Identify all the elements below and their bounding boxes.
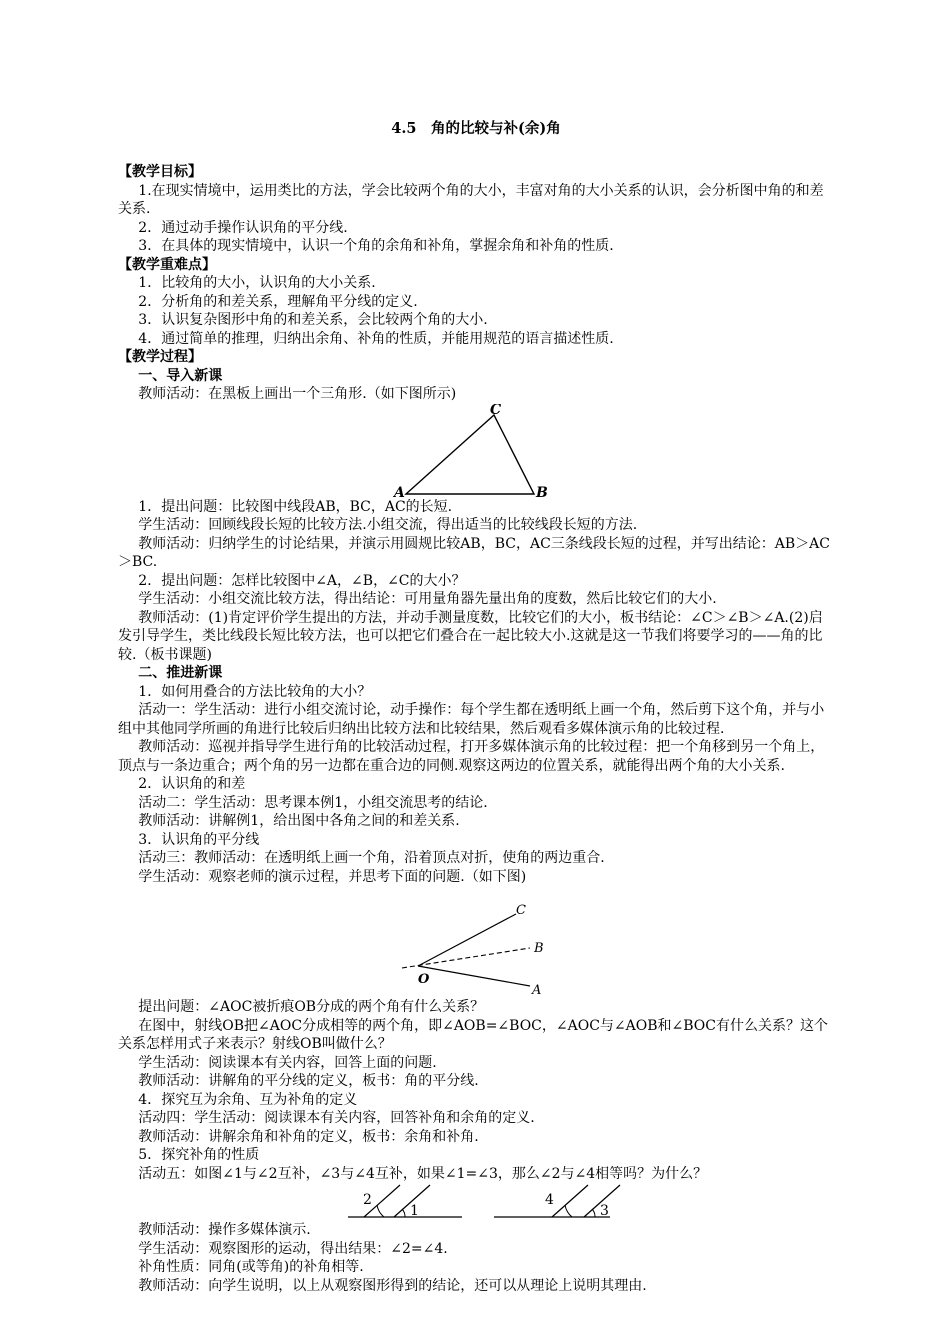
paragraph: 教师活动：归纳学生的讨论结果，并演示用圆规比较AB，BC，AC三条线段长短的过程，并写出结论：AB＞AC＞BC.	[118, 535, 830, 570]
paragraph: 活动二：学生活动：思考课本例1，小组交流思考的结论.	[138, 794, 488, 811]
ray-oa	[418, 966, 530, 986]
objectives-heading: 【教学目标】	[118, 164, 202, 180]
label-o: O	[418, 972, 430, 987]
label-3: 3	[600, 1203, 609, 1219]
paragraph: 5．探究补角的性质	[138, 1147, 260, 1163]
triangle-abc	[406, 415, 534, 494]
paragraph: 学生活动：小组交流比较方法，得出结论：可用量角器先量出角的度数，然后比较它们的大小.	[138, 591, 717, 607]
objective-item: 3．在具体的现实情境中，认识一个角的余角和补角，掌握余角和补角的性质.	[138, 238, 614, 254]
label-b: B	[536, 484, 548, 498]
paragraph: 活动五：如图∠1与∠2互补，∠3与∠4互补，如果∠1=∠3，那么∠2与∠4相等吗？为什么？	[138, 1165, 708, 1182]
label-a: A	[394, 484, 405, 498]
paragraph: 活动四：学生活动：阅读课本有关内容，回答补角和余角的定义.	[138, 1110, 535, 1126]
label-c: C	[490, 403, 502, 418]
arc-angle-3	[592, 1209, 595, 1217]
section-heading: 二、推进新课	[138, 665, 223, 681]
paragraph: 教师活动：向学生说明，以上从观察图形得到的结论，还可以从理论上说明其理由.	[138, 1277, 647, 1294]
triangle-diagram	[118, 404, 834, 498]
label-b: B	[534, 941, 544, 956]
label-a: A	[532, 983, 542, 998]
document-page	[118, 118, 834, 1295]
paragraph: 教师活动：讲解例1，给出图中各角之间的和差关系.	[138, 813, 460, 829]
label-4: 4	[545, 1192, 554, 1208]
process-heading: 【教学过程】	[118, 349, 202, 365]
label-2: 2	[363, 1192, 372, 1208]
label-1: 1	[410, 1203, 419, 1219]
paragraph: 教师活动：讲解余角和补角的定义，板书：余角和补角.	[138, 1128, 479, 1145]
paragraph: 补角性质：同角(或等角)的补角相等.	[138, 1259, 364, 1275]
objective-item: 2．通过动手操作认识角的平分线.	[138, 219, 348, 236]
paragraph: 教师活动：在黑板上画出一个三角形.（如下图所示)	[138, 386, 457, 402]
paragraph: 活动三：教师活动：在透明纸上画一个角，沿着顶点对折，使角的两边重合.	[138, 850, 605, 866]
paragraph: 2．认识角的和差	[138, 776, 246, 792]
label-c: C	[516, 903, 526, 918]
page-title: 4.5 角的比较与补(余)角	[391, 120, 561, 137]
paragraph: 学生活动：回顾线段长短的比较方法.小组交流，得出适当的比较线段长短的方法.	[138, 517, 638, 533]
paragraph: 教师活动：巡视并指导学生进行角的比较活动过程，打开多媒体演示角的比较过程：把一个角移到另一个角上，顶点与一条边重合；两个角的另一边都在重合边的同侧.观察这两边的位置关系，就能得出两个角的大小关系.	[118, 739, 825, 774]
key-point-item: 4．通过简单的推理，归纳出余角、补角的性质，并能用规范的语言描述性质.	[138, 330, 614, 347]
triangle-figure	[118, 404, 834, 498]
section-heading: 一、导入新课	[138, 367, 223, 384]
arc-angle-2	[377, 1205, 384, 1217]
key-point-item: 1．比较角的大小，认识角的大小关系.	[138, 275, 376, 291]
paragraph: 4．探究互为余角、互为补角的定义	[138, 1091, 358, 1108]
paragraph: 2．提出问题：怎样比较图中∠A，∠B，∠C的大小？	[138, 572, 466, 589]
paragraph: 活动一：学生活动：进行小组交流讨论，动手操作：每个学生都在透明纸上画一个角，然后剪下这个角，并与小组中其他同学所画的角进行比较后归纳出比较方法和比较结果，然后观看多媒体演示角的比较过程.	[118, 702, 825, 737]
supplementary-angles-figure	[118, 1183, 834, 1221]
paragraph: 教师活动：操作多媒体演示.	[138, 1222, 311, 1238]
paragraph: 学生活动：观察图形的运动，得出结果：∠2=∠4.	[138, 1240, 448, 1257]
key-points-heading: 【教学重难点】	[118, 256, 216, 273]
arc-angle-1	[402, 1209, 405, 1217]
paragraph: 1．如何用叠合的方法比较角的大小？	[138, 683, 372, 700]
paragraph: 3．认识角的平分线	[138, 831, 260, 848]
key-point-item: 3．认识复杂图形中角的和差关系，会比较两个角的大小.	[138, 312, 488, 328]
paragraph: 学生活动：观察老师的演示过程，并思考下面的问题.（如下图)	[138, 868, 527, 885]
key-point-item: 2．分析角的和差关系，理解角平分线的定义.	[138, 293, 418, 310]
supplementary-angles-diagram	[118, 1183, 834, 1221]
ray-right-1	[552, 1185, 588, 1217]
paragraph: 1．提出问题：比较图中线段AB，BC，AC的长短.	[138, 498, 453, 515]
paragraph: 在图中，射线OB把∠AOC分成相等的两个角，即∠AOB=∠BOC，∠AOC与∠AOB和∠BOC有什么关系？这个关系怎样用式子来表示？射线OB叫做什么？	[118, 1017, 829, 1052]
paragraph: 提出问题：∠AOC被折痕OB分成的两个角有什么关系？	[138, 999, 485, 1015]
angle-bisector-diagram	[118, 886, 834, 998]
angle-bisector-figure	[118, 886, 834, 998]
paragraph: 教师活动：讲解角的平分线的定义，板书：角的平分线.	[138, 1073, 479, 1089]
crease-ob	[402, 948, 530, 968]
paragraph: 学生活动：阅读课本有关内容，回答上面的问题.	[138, 1054, 437, 1071]
paragraph: 教师活动：(1)肯定评价学生提出的方法，并动手测量度数，比较它们的大小，板书结论：∠C＞∠B＞∠A.(2)启发引导学生，类比线段长短比较方法，也可以把它们叠合在一起比较大小.这就是这一节我们将要学习的——角的比较.（板书课题)	[118, 609, 823, 663]
objective-item: 1.在现实情境中，运用类比的方法，学会比较两个角的大小，丰富对角的大小关系的认识，会分析图中角的和差关系.	[118, 182, 824, 217]
arc-angle-4	[565, 1205, 572, 1217]
